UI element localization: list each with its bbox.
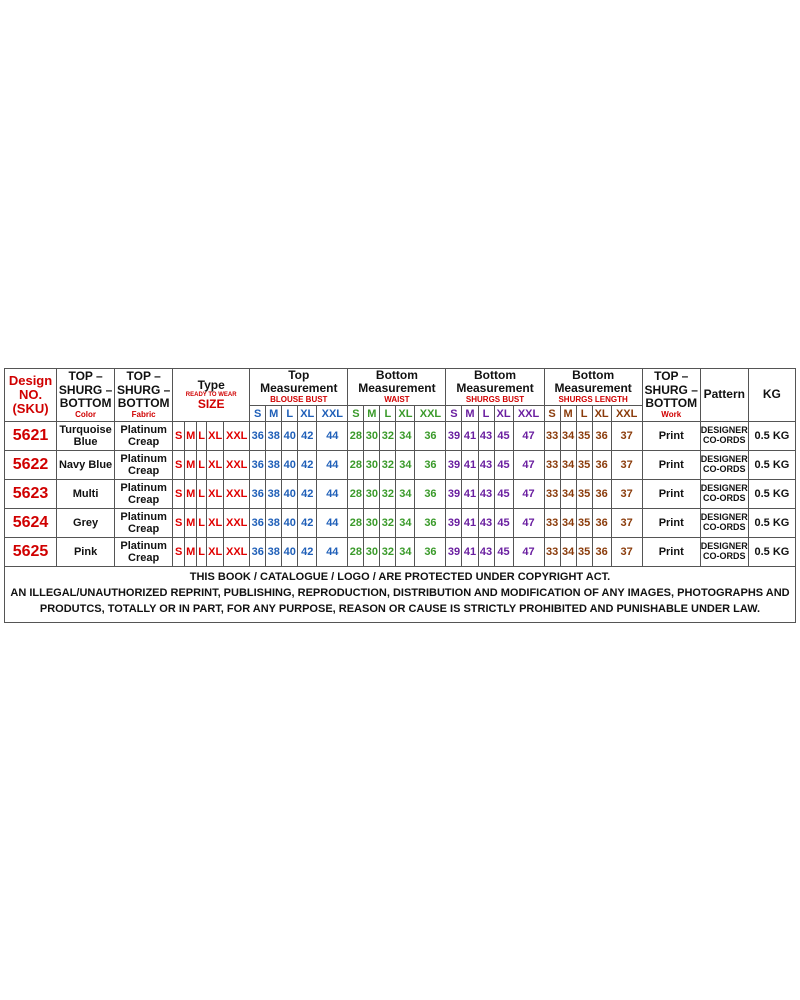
shurgs-bust-value: 45 xyxy=(494,480,513,509)
shurgs-bust-value: 47 xyxy=(513,422,544,451)
shurgs-bust-value: 47 xyxy=(513,509,544,538)
pattern-value: DESIGNER CO-ORDS xyxy=(700,451,748,480)
type-size: XXL xyxy=(224,538,250,567)
blouse-bust-value: 42 xyxy=(298,509,317,538)
shurgs-bust-value: 41 xyxy=(462,538,478,567)
waist-value: 34 xyxy=(396,451,415,480)
shurgs-length-header: Bottom Measurement SHURGS LENGTH xyxy=(544,369,642,406)
work-value: Print xyxy=(642,509,700,538)
sku-number: 5623 xyxy=(5,480,57,509)
shurgs-bust-value: 43 xyxy=(478,480,494,509)
blouse-bust-value: 36 xyxy=(250,422,266,451)
type-size: M xyxy=(185,480,197,509)
waist-value: 32 xyxy=(380,451,396,480)
waist-value: 30 xyxy=(364,480,380,509)
size-label: S xyxy=(544,406,560,422)
blouse-bust-value: 44 xyxy=(317,480,348,509)
shurgs-length-value: 33 xyxy=(544,509,560,538)
type-size: S xyxy=(173,451,185,480)
shurgs-length-value: 34 xyxy=(560,538,576,567)
type-size: S xyxy=(173,480,185,509)
type-size: M xyxy=(185,538,197,567)
shurgs-length-value: 35 xyxy=(576,509,592,538)
blouse-bust-value: 38 xyxy=(266,422,282,451)
size-label: M xyxy=(364,406,380,422)
waist-value: 36 xyxy=(415,509,446,538)
sku-number: 5621 xyxy=(5,422,57,451)
shurgs-bust-value: 47 xyxy=(513,451,544,480)
blouse-bust-value: 40 xyxy=(282,451,298,480)
shurgs-length-value: 34 xyxy=(560,451,576,480)
waist-value: 28 xyxy=(348,538,364,567)
size-label: M xyxy=(462,406,478,422)
kg-value: 0.5 KG xyxy=(748,422,795,451)
shurgs-bust-value: 39 xyxy=(446,422,462,451)
shurgs-length-value: 37 xyxy=(611,538,642,567)
pattern-value: DESIGNER CO-ORDS xyxy=(700,480,748,509)
blouse-bust-value: 38 xyxy=(266,538,282,567)
waist-value: 34 xyxy=(396,480,415,509)
kg-header: KG xyxy=(748,369,795,422)
type-size: S xyxy=(173,509,185,538)
table-row xyxy=(5,422,796,451)
type-size: XL xyxy=(207,480,224,509)
waist-value: 28 xyxy=(348,480,364,509)
shurgs-bust-value: 43 xyxy=(478,451,494,480)
blouse-bust-value: 36 xyxy=(250,509,266,538)
shurgs-length-value: 34 xyxy=(560,509,576,538)
shurgs-length-value: 36 xyxy=(592,538,611,567)
type-size: XXL xyxy=(224,509,250,538)
shurgs-bust-value: 43 xyxy=(478,422,494,451)
waist-value: 32 xyxy=(380,538,396,567)
type-size: L xyxy=(197,509,207,538)
kg-value: 0.5 KG xyxy=(748,538,795,567)
blouse-bust-value: 38 xyxy=(266,509,282,538)
shurgs-bust-value: 41 xyxy=(462,480,478,509)
type-size: L xyxy=(197,538,207,567)
blouse-bust-value: 36 xyxy=(250,538,266,567)
waist-value: 34 xyxy=(396,509,415,538)
type-size: M xyxy=(185,451,197,480)
shurgs-length-value: 37 xyxy=(611,451,642,480)
type-size: S xyxy=(173,422,185,451)
size-label: M xyxy=(560,406,576,422)
shurgs-length-value: 36 xyxy=(592,451,611,480)
fabric-header: TOP – SHURG – BOTTOM Fabric xyxy=(115,369,173,422)
shurgs-length-value: 36 xyxy=(592,422,611,451)
size-label: M xyxy=(266,406,282,422)
pattern-header: Pattern xyxy=(700,369,748,422)
work-value: Print xyxy=(642,480,700,509)
shurgs-bust-value: 39 xyxy=(446,480,462,509)
size-chart-sheet xyxy=(4,368,796,623)
waist-value: 32 xyxy=(380,480,396,509)
size-label: XXL xyxy=(611,406,642,422)
shurgs-length-value: 33 xyxy=(544,422,560,451)
shurgs-length-value: 35 xyxy=(576,538,592,567)
shurgs-bust-value: 43 xyxy=(478,538,494,567)
shurgs-length-value: 35 xyxy=(576,422,592,451)
type-header: Type READY TO WEAR SIZE xyxy=(173,369,250,422)
kg-value: 0.5 KG xyxy=(748,509,795,538)
shurgs-length-value: 33 xyxy=(544,480,560,509)
waist-value: 36 xyxy=(415,480,446,509)
type-size: XXL xyxy=(224,451,250,480)
pattern-value: DESIGNER CO-ORDS xyxy=(700,538,748,567)
waist-value: 32 xyxy=(380,422,396,451)
shurgs-bust-header: Bottom Measurement SHURGS BUST xyxy=(446,369,544,406)
work-value: Print xyxy=(642,451,700,480)
shurgs-bust-value: 39 xyxy=(446,451,462,480)
waist-value: 30 xyxy=(364,509,380,538)
waist-measurement-header: Bottom Measurement WAIST xyxy=(348,369,446,406)
sku-number: 5624 xyxy=(5,509,57,538)
waist-value: 30 xyxy=(364,451,380,480)
kg-value: 0.5 KG xyxy=(748,480,795,509)
size-label: XL xyxy=(592,406,611,422)
shurgs-length-value: 34 xyxy=(560,480,576,509)
type-size: L xyxy=(197,480,207,509)
blouse-bust-value: 40 xyxy=(282,509,298,538)
shurgs-bust-value: 45 xyxy=(494,451,513,480)
sku-number: 5622 xyxy=(5,451,57,480)
waist-value: 28 xyxy=(348,422,364,451)
type-size: S xyxy=(173,538,185,567)
type-size: L xyxy=(197,451,207,480)
size-label: S xyxy=(446,406,462,422)
waist-value: 30 xyxy=(364,538,380,567)
type-size: XXL xyxy=(224,422,250,451)
shurgs-length-value: 36 xyxy=(592,509,611,538)
waist-value: 34 xyxy=(396,422,415,451)
work-value: Print xyxy=(642,422,700,451)
shurgs-length-value: 35 xyxy=(576,480,592,509)
waist-value: 30 xyxy=(364,422,380,451)
sku-number: 5625 xyxy=(5,538,57,567)
table-row xyxy=(5,451,796,480)
type-size: XL xyxy=(207,422,224,451)
top-measurement-header: Top Measurement BLOUSE BUST xyxy=(250,369,348,406)
waist-value: 28 xyxy=(348,451,364,480)
blouse-bust-value: 36 xyxy=(250,451,266,480)
blouse-bust-value: 38 xyxy=(266,451,282,480)
work-value: Print xyxy=(642,538,700,567)
shurgs-length-value: 35 xyxy=(576,451,592,480)
pattern-value: DESIGNER CO-ORDS xyxy=(700,509,748,538)
shurgs-bust-value: 41 xyxy=(462,422,478,451)
blouse-bust-value: 44 xyxy=(317,422,348,451)
blouse-bust-value: 42 xyxy=(298,538,317,567)
size-label: XL xyxy=(298,406,317,422)
color-value: Grey xyxy=(57,509,115,538)
waist-value: 28 xyxy=(348,509,364,538)
blouse-bust-value: 44 xyxy=(317,538,348,567)
size-label: XXL xyxy=(415,406,446,422)
size-label: L xyxy=(576,406,592,422)
shurgs-bust-value: 45 xyxy=(494,509,513,538)
color-header: TOP – SHURG – BOTTOM Color xyxy=(57,369,115,422)
color-value: Navy Blue xyxy=(57,451,115,480)
copyright-notice xyxy=(4,567,796,623)
fabric-value: Platinum Creap xyxy=(115,509,173,538)
size-label: L xyxy=(478,406,494,422)
blouse-bust-value: 40 xyxy=(282,480,298,509)
shurgs-length-value: 37 xyxy=(611,480,642,509)
fabric-value: Platinum Creap xyxy=(115,422,173,451)
shurgs-bust-value: 45 xyxy=(494,422,513,451)
blouse-bust-value: 40 xyxy=(282,422,298,451)
size-label: S xyxy=(348,406,364,422)
product-rows xyxy=(5,422,796,567)
type-size: XXL xyxy=(224,480,250,509)
kg-value: 0.5 KG xyxy=(748,451,795,480)
fabric-value: Platinum Creap xyxy=(115,451,173,480)
shurgs-length-value: 34 xyxy=(560,422,576,451)
table-row xyxy=(5,480,796,509)
color-value: Multi xyxy=(57,480,115,509)
shurgs-bust-value: 47 xyxy=(513,538,544,567)
waist-value: 36 xyxy=(415,422,446,451)
fabric-value: Platinum Creap xyxy=(115,538,173,567)
type-size: M xyxy=(185,509,197,538)
type-size: XL xyxy=(207,538,224,567)
blouse-bust-value: 36 xyxy=(250,480,266,509)
shurgs-length-value: 36 xyxy=(592,480,611,509)
shurgs-length-value: 37 xyxy=(611,422,642,451)
blouse-bust-value: 42 xyxy=(298,480,317,509)
shurgs-bust-value: 39 xyxy=(446,509,462,538)
size-label: XL xyxy=(494,406,513,422)
size-label: L xyxy=(282,406,298,422)
type-size: L xyxy=(197,422,207,451)
copyright-line: THIS BOOK / CATALOGUE / LOGO / ARE PROTECTED UNDER COPYRIGHT ACT. xyxy=(189,571,611,584)
blouse-bust-value: 42 xyxy=(298,422,317,451)
blouse-bust-value: 38 xyxy=(266,480,282,509)
color-value: Turquoise Blue xyxy=(57,422,115,451)
shurgs-length-value: 33 xyxy=(544,538,560,567)
blouse-bust-value: 40 xyxy=(282,538,298,567)
blouse-bust-value: 42 xyxy=(298,451,317,480)
shurgs-bust-value: 39 xyxy=(446,538,462,567)
copyright-line: PRODUTCS, TOTALLY OR IN PART, FOR ANY PURPOSE, REASON OR CAUSE IS STRICTLY PROHIBITED AND PUNISHABLE UNDER LAW. xyxy=(39,603,761,616)
type-size: XL xyxy=(207,451,224,480)
type-size: M xyxy=(185,422,197,451)
size-label: XL xyxy=(396,406,415,422)
size-label: L xyxy=(380,406,396,422)
blouse-bust-value: 44 xyxy=(317,509,348,538)
waist-value: 36 xyxy=(415,451,446,480)
size-label: XXL xyxy=(317,406,348,422)
shurgs-length-value: 37 xyxy=(611,509,642,538)
shurgs-bust-value: 41 xyxy=(462,451,478,480)
shurgs-bust-value: 41 xyxy=(462,509,478,538)
size-label: XXL xyxy=(513,406,544,422)
waist-value: 34 xyxy=(396,538,415,567)
table-row xyxy=(5,509,796,538)
fabric-value: Platinum Creap xyxy=(115,480,173,509)
size-chart-table xyxy=(4,368,796,567)
color-value: Pink xyxy=(57,538,115,567)
copyright-line: AN ILLEGAL/UNAUTHORIZED REPRINT, PUBLISHING, REPRODUCTION, DISTRIBUTION AND MODIFICATION OF ANY IMAGES, PHOTOGRAPHS AND xyxy=(10,587,790,600)
shurgs-length-value: 33 xyxy=(544,451,560,480)
work-header: TOP – SHURG – BOTTOM Work xyxy=(642,369,700,422)
type-size: XL xyxy=(207,509,224,538)
blouse-bust-value: 44 xyxy=(317,451,348,480)
pattern-value: DESIGNER CO-ORDS xyxy=(700,422,748,451)
design-number-header: Design NO. (SKU) xyxy=(5,369,57,422)
size-label: S xyxy=(250,406,266,422)
shurgs-bust-value: 43 xyxy=(478,509,494,538)
waist-value: 36 xyxy=(415,538,446,567)
shurgs-bust-value: 45 xyxy=(494,538,513,567)
shurgs-bust-value: 47 xyxy=(513,480,544,509)
table-row xyxy=(5,538,796,567)
waist-value: 32 xyxy=(380,509,396,538)
